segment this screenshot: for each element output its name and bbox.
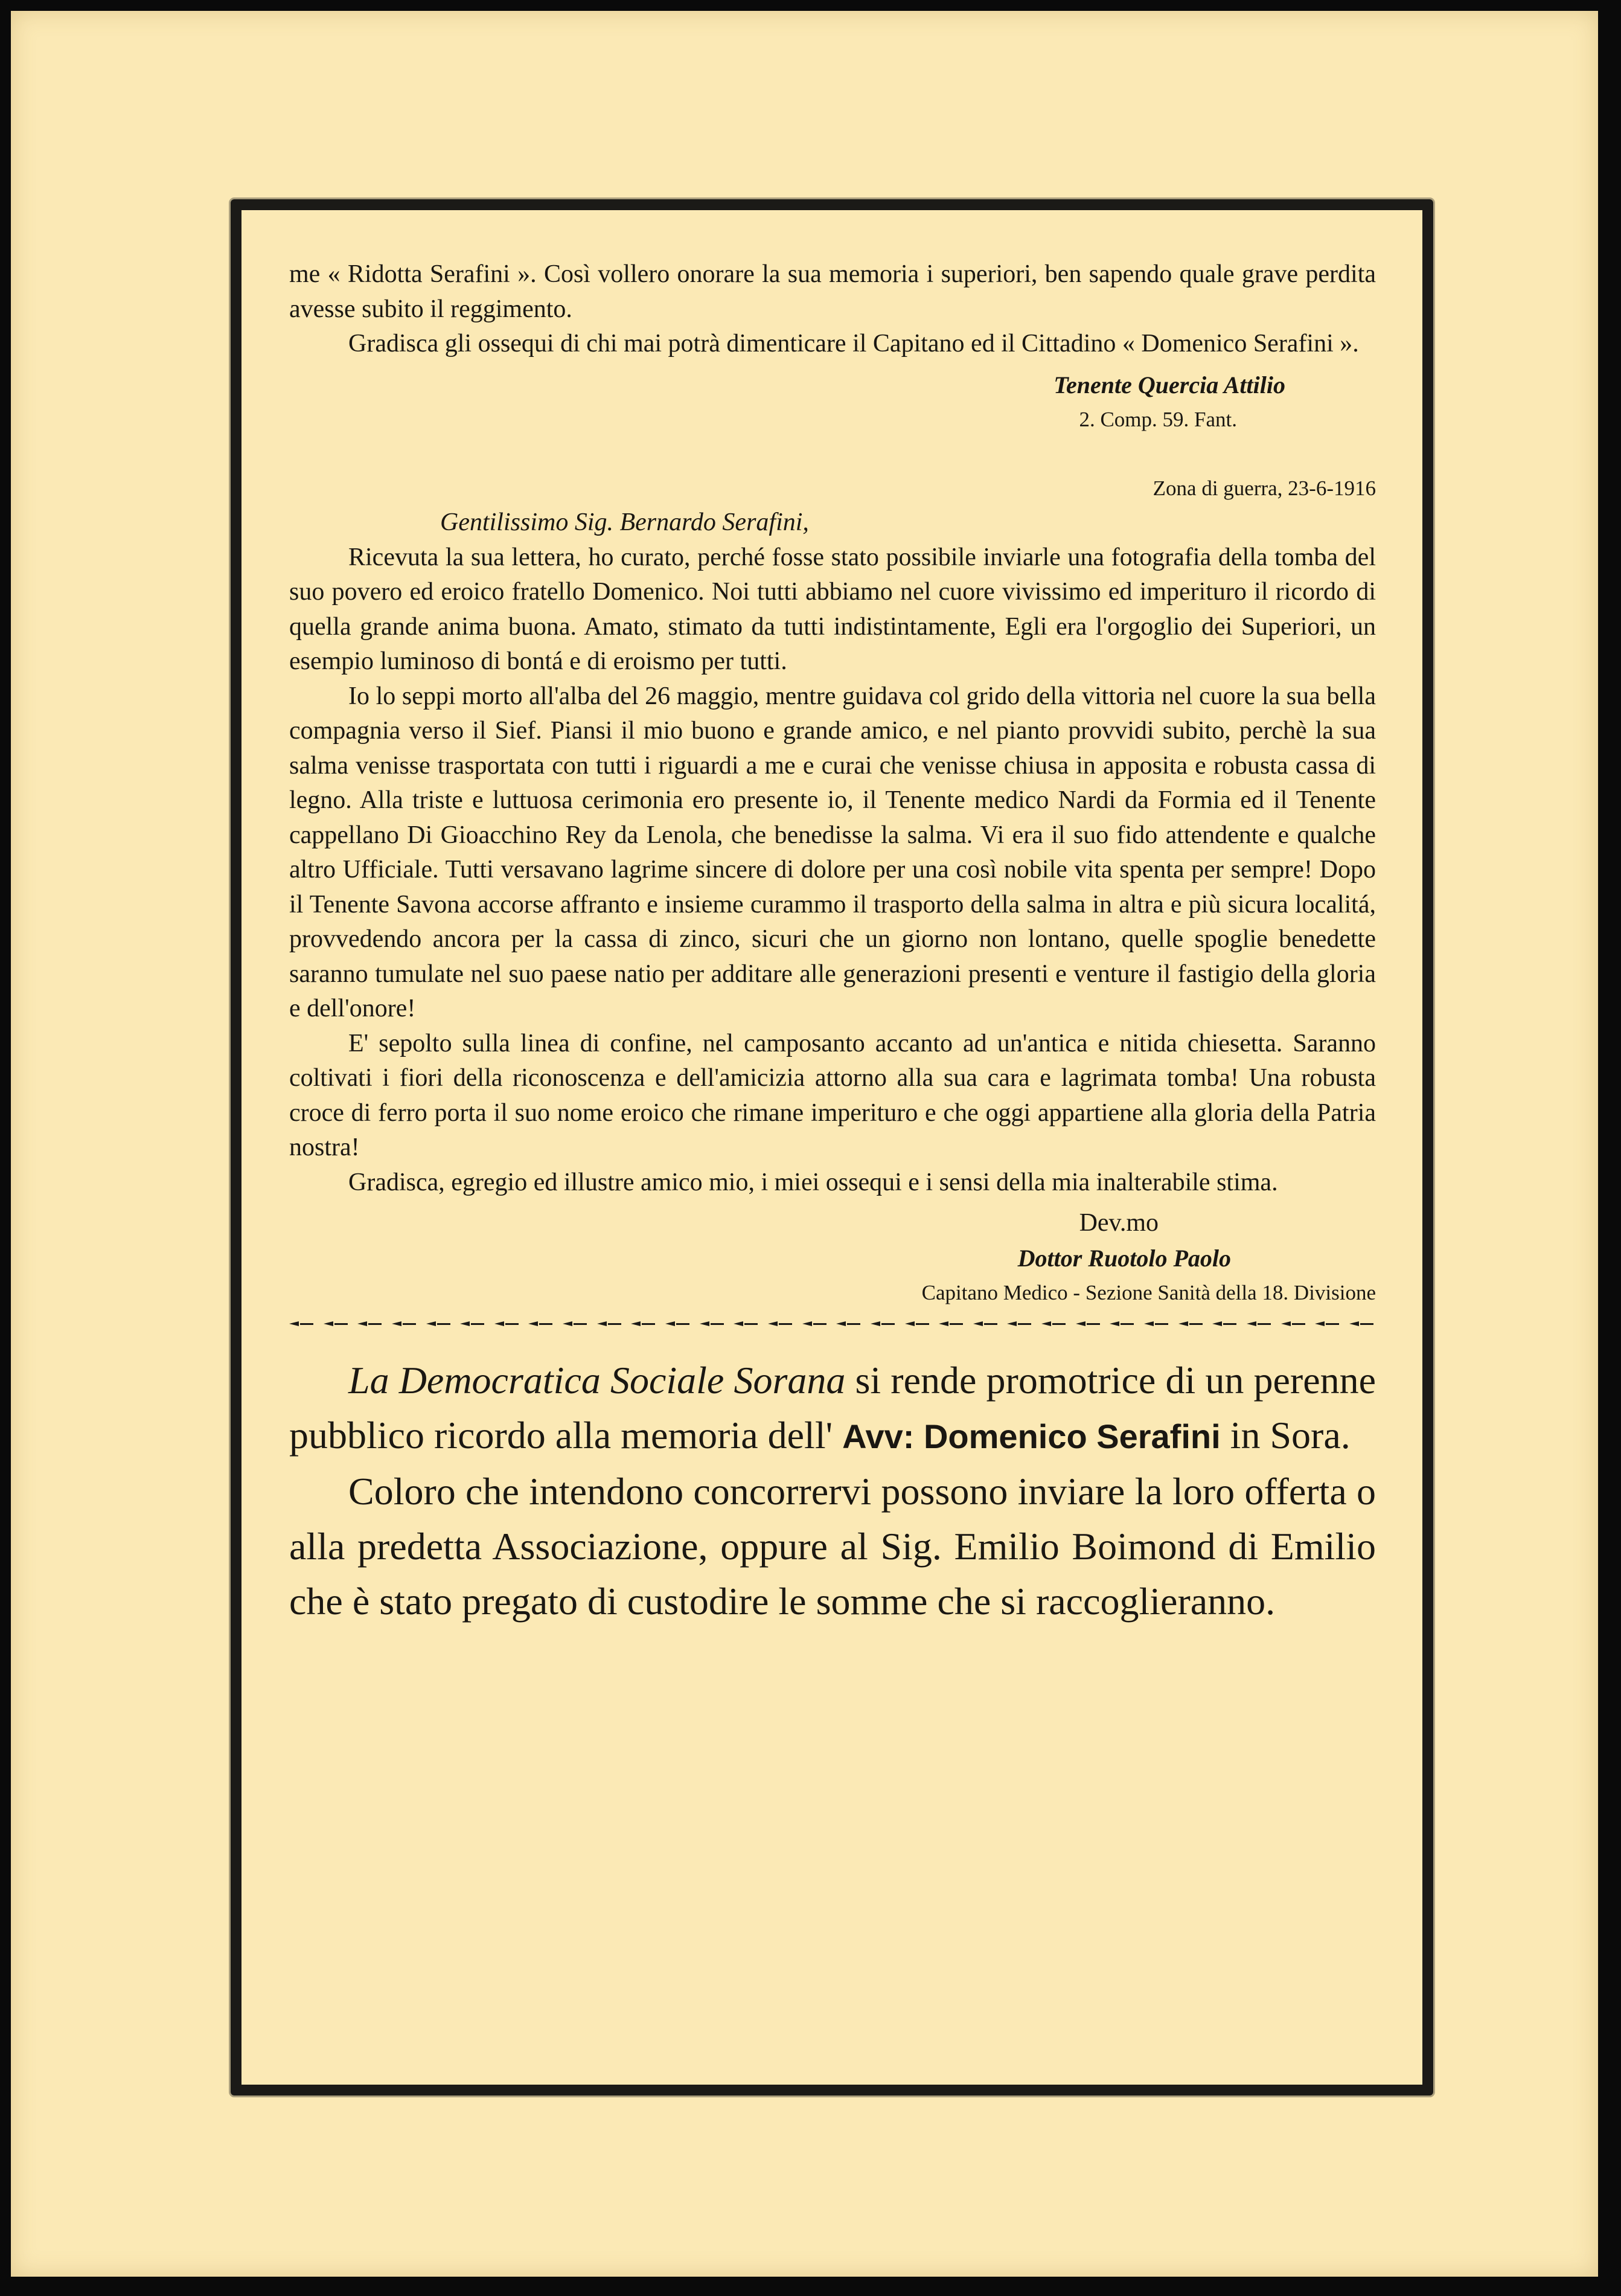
letter2-greeting: Gentilissimo Sig. Bernardo Serafini, bbox=[440, 508, 809, 536]
paper-sheet bbox=[11, 11, 1598, 2277]
letter2-paragraph-3: E' sepolto sulla linea di confine, nel camposanto accanto ad un'antica e nitida chiesetta. Saranno coltivati i fiori della riconoscenza e dell'amicizia attorno alla sua cara e lagrimata tomba! Una robusta croce di ferro porta il suo nome eroico che rimane imperituro e che oggi appartiene alla gloria della Patria nostra! bbox=[289, 1029, 1376, 1161]
letter1-signature: Tenente Quercia Attilio bbox=[1053, 371, 1285, 399]
appeal-text-b: in Sora. bbox=[1230, 1413, 1351, 1457]
letter1-signature-role: 2. Comp. 59. Fant. bbox=[1079, 408, 1237, 431]
spacer bbox=[289, 437, 1376, 471]
letter2-place-date: Zona di guerra, 23-6-1916 bbox=[1153, 476, 1376, 500]
ornamental-divider bbox=[289, 1316, 1376, 1331]
letter2-paragraph-4: Gradisca, egregio ed illustre amico mio, i miei ossequi e i sensi della mia inalterabile stima. bbox=[348, 1168, 1278, 1196]
letter2-paragraph-1: Ricevuta la sua lettera, ho curato, perché fosse stato possibile inviarle una fotografia della tomba del suo povero ed eroico fratello Domenico. Noi tutti abbiamo nel cuore vivissimo ed imperituro il ricordo di quella grande anima buona. Amato, stimato da tutti indistintamente, Egli era l'orgoglio dei Superiori, un esempio luminoso di bontá e di eroismo per tutti. bbox=[289, 543, 1376, 675]
document-body bbox=[289, 257, 1376, 1629]
appeal-org-name: La Democratica Sociale Sorana bbox=[348, 1358, 846, 1402]
letter2-signature-role: Capitano Medico - Sezione Sanità della 18. Divisione bbox=[921, 1281, 1376, 1304]
appeal-paragraph-2: Coloro che intendono concorrervi possono inviare la loro offerta o alla predetta Associazione, oppure al Sig. Emilio Boimond di Emilio che è stato pregato di custodire le somme che si raccoglieranno. bbox=[289, 1469, 1376, 1623]
letter2-paragraph-2: Io lo seppi morto all'alba del 26 maggio, mentre guidava col grido della vittoria nel cuore la sua bella compagnia verso il Sief. Piansi il mio buono e grande amico, e nel pianto provvidi subito, perchè la sua salma venisse trasportata con tutti i riguardi a me e curai che venisse chiusa in apposita e robusta cassa di legno. Alla triste e luttuosa cerimonia ero presente io, il Tenente medico Nardi da Formia ed il Tenente cappellano Di Gioacchino Rey da Lenola, che benedisse la salma. Vi era il suo fido attendente e qualche altro Ufficiale. Tutti versavano lagrime sincere di dolore per una così nobile vita spenta per sempre! Dopo il Tenente Savona accorse affranto e insieme curammo il trasporto della salma in altra e più sicura localitá, provvedendo ancora per la cassa di zinco, sicuri che un giorno non lontano, quelle spoglie benedette saranno tumulate nel suo paese natio per additare alle generazioni presenti e venture il fastigio della gloria e dell'onore! bbox=[289, 682, 1376, 1022]
appeal-name-bold: Avv: Domenico Serafini bbox=[842, 1417, 1221, 1455]
letter2-signature: Dottor Ruotolo Paolo bbox=[1017, 1244, 1231, 1272]
letter1-text-1: me « Ridotta Serafini ». Così vollero onorare la sua memoria i superiori, ben sapendo quale grave perdita avesse subito il reggimento. bbox=[289, 260, 1376, 323]
letter1-text-2: Gradisca gli ossequi di chi mai potrà dimenticare il Capitano ed il Cittadino « Domenico Serafini ». bbox=[348, 330, 1359, 358]
appeal-text-a: si rende promotrice di un perenne pubblico ricordo alla memoria dell' bbox=[289, 1358, 1376, 1457]
appeal-paragraph-1 bbox=[289, 1353, 1376, 1464]
letter2-closing: Dev.mo bbox=[1079, 1209, 1159, 1237]
memorial-appeal bbox=[289, 1353, 1376, 1629]
